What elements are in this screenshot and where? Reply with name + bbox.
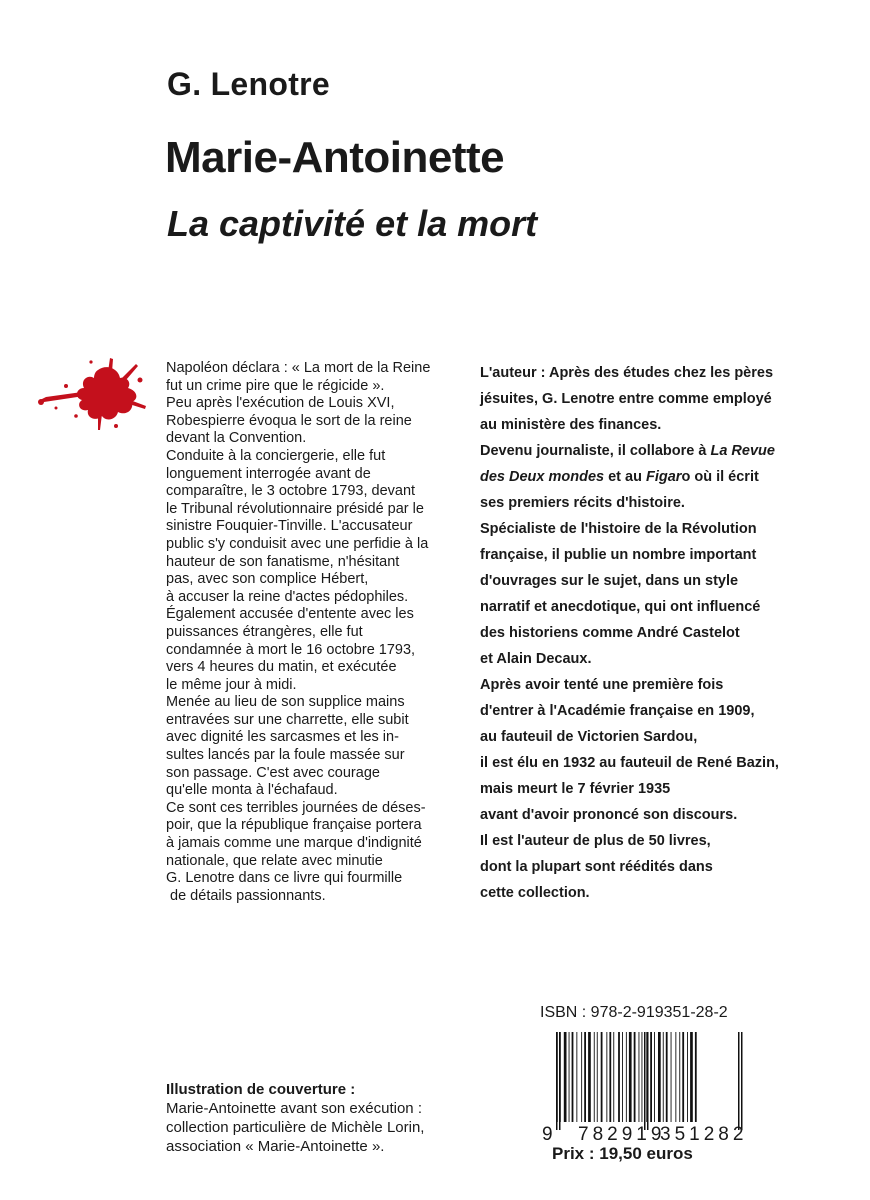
summary-line: vers 4 heures du matin, et exécutée (166, 659, 397, 676)
barcode-bar (618, 1032, 620, 1122)
illustration-line: collection particulière de Michèle Lorin, (166, 1119, 425, 1136)
summary-line: Ce sont ces terribles journées de déses- (166, 799, 426, 816)
illustration-credit (166, 1080, 424, 1156)
bio-text: o où il écrit (681, 469, 759, 485)
bio-line: narratif et anecdotique, qui ont influencé (480, 599, 761, 615)
summary-line: hauteur de son fanatisme, n'hésitant (166, 553, 400, 570)
barcode-bar (597, 1032, 598, 1122)
barcode-bar (588, 1032, 591, 1122)
summary-line: fut un crime pire que le régicide ». (166, 377, 385, 394)
barcode-bar (629, 1032, 632, 1122)
bio-line: il est élu en 1932 au fauteuil de René Bazin, (480, 755, 779, 771)
barcode-bar (601, 1032, 603, 1122)
author-name: G. Lenotre (167, 66, 331, 102)
summary-line: public s'y conduisit avec une perfidie à la (166, 535, 429, 552)
bio-line: ses premiers récits d'histoire. (480, 495, 685, 511)
summary-line: son passage. C'est avec courage (166, 764, 380, 781)
bio-italic-title: Figar (646, 469, 682, 485)
barcode-guard-bar (738, 1032, 740, 1130)
bio-italic-title: La Revue (710, 443, 775, 459)
bio-line: au fauteuil de Victorien Sardou, (480, 729, 698, 745)
summary-line: de détails passionnants. (166, 887, 326, 904)
barcode-group-right: 351282 (660, 1124, 748, 1144)
barcode-bar (581, 1032, 582, 1122)
barcode-bar (613, 1032, 614, 1122)
illustration-heading: Illustration de couverture : (166, 1081, 356, 1098)
summary-line: pas, avec son complice Hébert, (166, 571, 369, 588)
bio-italic-title: des Deux mondes (480, 469, 605, 485)
barcode-bar (663, 1032, 664, 1122)
book-subtitle: La captivité et la mort (167, 203, 538, 244)
barcode-guard-bar (647, 1032, 649, 1130)
summary-line: Conduite à la conciergerie, elle fut (166, 447, 386, 464)
bio-line: d'entrer à l'Académie française en 1909, (480, 703, 755, 719)
summary-line: puissances étrangères, elle fut (166, 623, 363, 640)
bio-line: dont la plupart sont réédités dans (480, 859, 713, 875)
summary-line: comparaître, le 3 octobre 1793, devant (166, 483, 416, 500)
barcode-first-digit: 9 (542, 1124, 553, 1144)
barcode-bar (642, 1032, 643, 1122)
bio-line: française, il publie un nombre important (480, 547, 757, 563)
barcode-guard-bar (559, 1032, 561, 1130)
summary-line: condamnée à mort le 16 octobre 1793, (166, 641, 416, 658)
barcode-bar (687, 1032, 688, 1122)
barcode-bar (576, 1032, 577, 1122)
price-label: Prix : 19,50 euros (552, 1144, 693, 1163)
barcode-bar (675, 1032, 676, 1122)
summary-line: Menée au lieu de son supplice mains (166, 694, 405, 711)
barcode-bars (556, 1032, 743, 1130)
summary-line: poir, que la république française portera (166, 817, 422, 834)
isbn-label: ISBN : 978-2-919351-28-2 (540, 1004, 728, 1021)
barcode-bar (658, 1032, 661, 1122)
barcode-guard-bar (741, 1032, 743, 1130)
bio-line: au ministère des finances. (480, 417, 662, 433)
summary-line: Napoléon déclara : « La mort de la Reine (166, 360, 431, 376)
blood-splatter-icon (36, 356, 148, 432)
barcode-bar (569, 1032, 570, 1122)
barcode-guard-bar (556, 1032, 558, 1130)
summary-line: nationale, que relate avec minutie (166, 852, 383, 869)
author-bio (480, 360, 820, 906)
summary-line: sinistre Fouquier-Tinville. L'accusateur (166, 518, 413, 535)
bio-line: d'ouvrages sur le sujet, dans un style (480, 573, 739, 589)
bio-line: des historiens comme André Castelot (480, 625, 740, 641)
barcode-bar (695, 1032, 697, 1122)
barcode-bar (584, 1032, 586, 1122)
barcode-group-left: 782919 (578, 1124, 666, 1144)
summary-line: le Tribunal révolutionnaire présidé par le (166, 500, 424, 517)
bio-line: mais meurt le 7 février 1935 (480, 781, 671, 797)
bio-line (480, 464, 820, 490)
summary-line: longuement interrogée avant de (166, 465, 371, 482)
bio-text: Devenu journaliste, il collabore à (480, 443, 711, 459)
summary-line: avec dignité les sarcasmes et les in- (166, 729, 399, 746)
barcode-bar (639, 1032, 640, 1122)
barcode-bar (679, 1032, 680, 1122)
summary-line: entravées sur une charrette, elle subit (166, 711, 409, 728)
book-title: Marie-Antoinette (165, 133, 505, 182)
summary-line: G. Lenotre dans ce livre qui fourmille (166, 870, 403, 887)
summary-text (166, 360, 466, 905)
barcode-bar (622, 1032, 623, 1122)
barcode-bar (634, 1032, 636, 1122)
barcode-bar (654, 1032, 655, 1122)
bio-line: et Alain Decaux. (480, 651, 592, 667)
barcode-guard-bar (644, 1032, 646, 1130)
summary-line: qu'elle monta à l'échafaud. (166, 782, 338, 799)
bio-line: jésuites, G. Lenotre entre comme employé (480, 391, 772, 407)
bio-line: cette collection. (480, 885, 590, 901)
bio-line: Spécialiste de l'histoire de la Révolution (480, 521, 757, 537)
summary-line: Robespierre évoqua le sort de la reine (166, 412, 412, 429)
summary-line: Peu après l'exécution de Louis XVI, (166, 395, 395, 412)
summary-line: sultes lancés par la foule massée sur (166, 747, 405, 764)
bio-text: et au (604, 469, 646, 485)
barcode-bar (666, 1032, 668, 1122)
barcode-bar (671, 1032, 672, 1122)
barcode-bar (690, 1032, 693, 1122)
bio-line: avant d'avoir prononcé son discours. (480, 807, 738, 823)
summary-line: Également accusée d'entente avec les (166, 606, 414, 623)
bio-line: Il est l'auteur de plus de 50 livres, (480, 833, 711, 849)
summary-line: à accuser la reine d'actes pédophiles. (166, 588, 409, 605)
barcode-bar (682, 1032, 684, 1122)
barcode-bar (626, 1032, 627, 1122)
bio-line (480, 438, 820, 464)
barcode-bar (650, 1032, 652, 1122)
barcode-bar (564, 1032, 567, 1122)
barcode-bar (606, 1032, 607, 1122)
bio-line: Après avoir tenté une première fois (480, 677, 724, 693)
barcode-bar (572, 1032, 574, 1122)
illustration-line: Marie-Antoinette avant son exécution : (166, 1100, 422, 1117)
illustration-line: association « Marie-Antoinette ». (166, 1138, 385, 1155)
summary-line: à jamais comme une marque d'indignité (166, 835, 422, 852)
barcode-bar (609, 1032, 611, 1122)
summary-line: le même jour à midi. (166, 676, 297, 693)
summary-line: devant la Convention. (166, 430, 307, 447)
bio-line: L'auteur : Après des études chez les pères (480, 365, 774, 381)
barcode (540, 1032, 755, 1144)
barcode-bar (594, 1032, 595, 1122)
